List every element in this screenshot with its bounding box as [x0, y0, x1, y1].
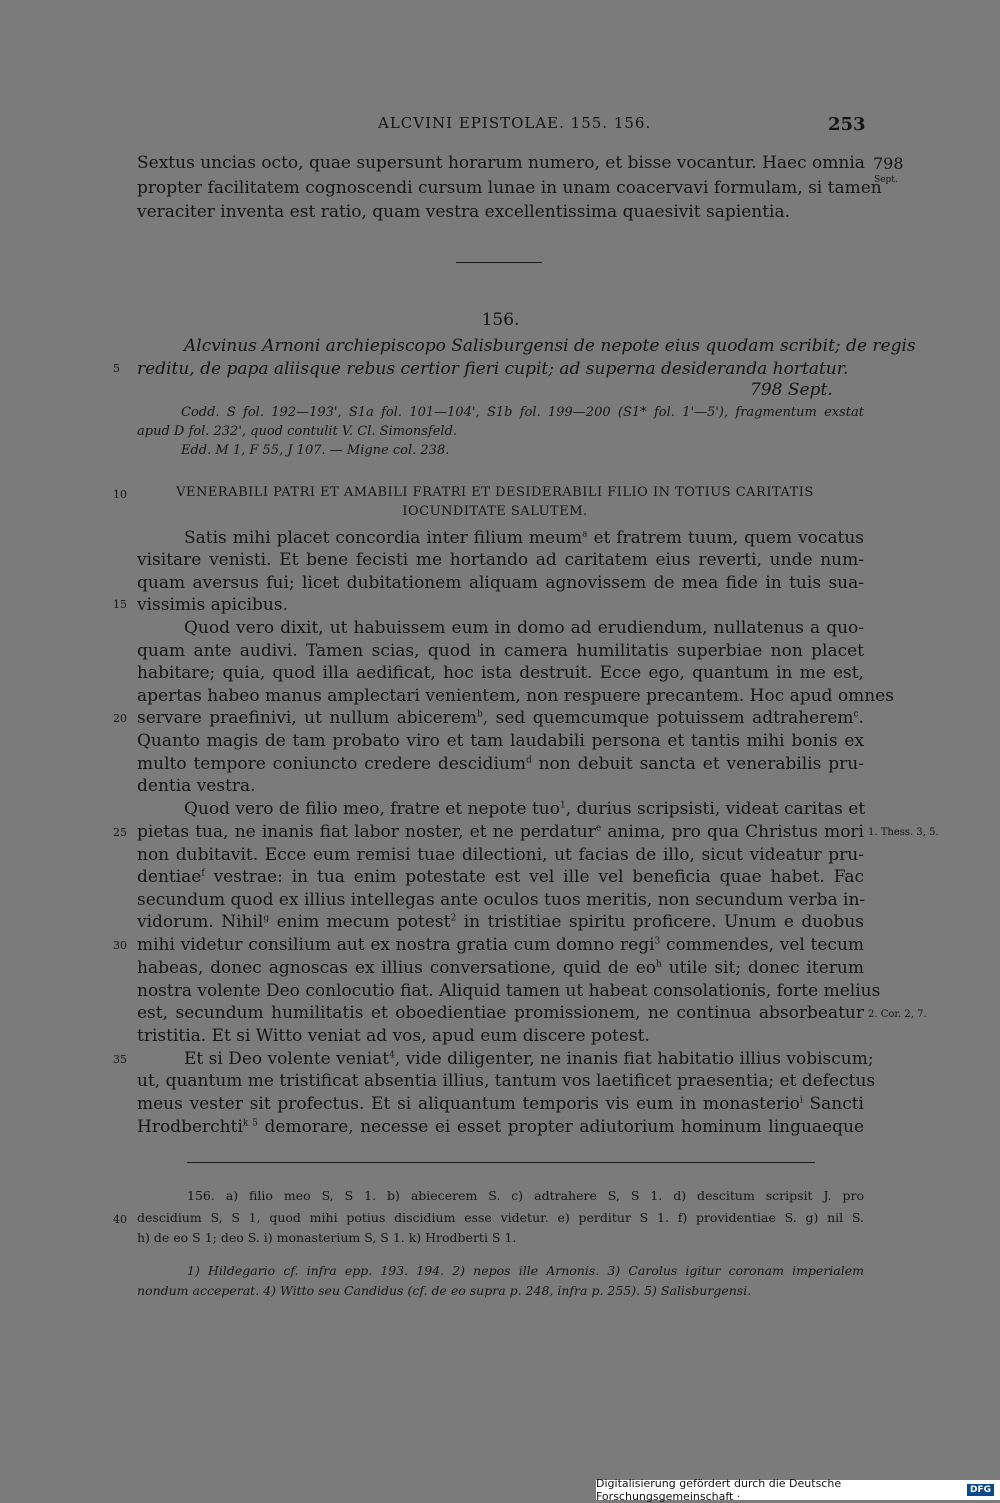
line-number: 10	[113, 488, 127, 501]
text-line: Hrodberchti$^{k 5}$ demorare, necesse ei esset propter adiutorium hominum linguaeque	[137, 1117, 865, 1137]
text-line: Quanto magis de tam probato viro et tam laudabili persona et tantis mihi bonis ex	[137, 731, 864, 751]
text-line: propter facilitatem cognoscendi cursum lunae in unam coacervavi formulam, si tamen	[137, 178, 882, 198]
line-number: 30	[113, 939, 127, 952]
footer-text: Digitalisierung gefördert durch die Deutsche Forschungsgemeinschaft ·	[596, 1477, 842, 1503]
page-number: 253	[828, 114, 866, 135]
line-number: 5	[113, 362, 120, 375]
dfg-footer-banner	[596, 1477, 1000, 1503]
text-line: habeas, donec agnoscas ex illius conversatione, quid de $eo^h$ utile sit; donec iterum	[137, 958, 864, 978]
margin-year: 798	[873, 154, 904, 173]
text-line: dentia vestra.	[137, 776, 256, 796]
margin-reference: 1. Thess. 3, 5.	[868, 827, 939, 838]
text-line: pietas tua, ne inanis fiat labor noster, et ne perdatur$^e$ anima, pro qua Christus mori	[137, 822, 864, 842]
margin-month: Sept.	[874, 175, 898, 185]
running-header: ALCVINI EPISTOLAE. 155. 156.	[378, 114, 652, 132]
text-line: dentiae$^f$ vestrae: in tua enim potestate est vel ille vel beneficia quae habet. Fac	[137, 867, 864, 887]
text-line: secundum quod ex illius intellegas ante oculos tuos meritis, non secundum verba in-	[137, 890, 866, 910]
salutation-line: VENERABILI PATRI ET AMABILI FRATRI ET DESIDERABILI FILIO IN TOTIUS CARITATIS	[176, 485, 814, 500]
line-number: 40	[113, 1213, 127, 1226]
text-line: nostra volente Deo conlocutio fiat. Aliquid tamen ut habeat consolationis, forte melius	[137, 981, 881, 1001]
note-line: nondum acceperat. 4) Witto seu Candidus (cf. de eo supra p. 248, infra p. 255). 5) Salisburgensi.	[137, 1283, 752, 1298]
note-line: 1) Hildegario cf. infra epp. 193. 194. 2) nepos ille Arnonis. 3) Carolus igitur coronam imperialem	[187, 1263, 864, 1278]
codices-line: Codd. S fol. 192—193', S1a fol. 101—104', S1b fol. 199—200 (S1* fol. 1'—5'), fragmentum exstat	[181, 405, 864, 420]
text-line: Quod vero dixit, ut habuissem eum in domo ad erudiendum, nullatenus a quo-	[184, 618, 864, 638]
text-line: habitare; quia, quod illa aedificat, hoc ista destruit. Ecce ego, quantum in me est,	[137, 663, 864, 683]
text-line: Sextus uncias octo, quae supersunt horarum numero, et bisse vocantur. Haec omnia	[137, 153, 865, 173]
apparatus-line: 156. a) filio meo S, S 1. b) abiecerem S. c) adtrahere S, S 1. d) descitum scripsit J. pro	[187, 1188, 864, 1203]
letter-date: 798 Sept.	[750, 380, 833, 400]
text-line: quam aversus fui; licet dubitationem aliquam agnovissem de mea fide in tuis sua-	[137, 573, 864, 593]
text-line: mihi videtur consilium aut ex nostra gratia cum domno regi$^3$ commendes, vel tecum	[137, 935, 865, 955]
margin-reference: 2. Cor. 2, 7.	[868, 1009, 927, 1020]
footnote-rule	[187, 1162, 815, 1163]
text-line: meus vester sit profectus. Et si aliquantum temporis vis eum in monasterio$^i$ Sancti	[137, 1094, 864, 1114]
text-line: Et si Deo volente veniat$^4$, vide diligenter, ne inanis fiat habitatio illius vobiscum;	[184, 1049, 874, 1069]
codices-line: apud D fol. 232', quod contulit V. Cl. Simonsfeld.	[137, 424, 458, 439]
summary-line: reditu, de papa aliisque rebus certior fieri cupit; ad superna desideranda hortatur.	[137, 359, 849, 379]
line-number: 15	[113, 598, 127, 611]
text-line: vidorum. Nihil$^g$ enim mecum potest$^2$ in tristitiae spiritu proficere. Unum e duobus	[137, 912, 864, 932]
letter-number: 156.	[481, 310, 520, 330]
text-line: visitare venisti. Et bene fecisti me hortando ad caritatem eius reverti, unde num-	[137, 550, 864, 570]
text-line: servare praefinivi, ut nullum abicerem$^b$, sed quemcumque potuissem adtraherem$^c$.	[137, 708, 864, 728]
text-line: apertas habeo manus amplectari venientem, non respuere precantem. Hoc apud omnes	[137, 686, 894, 706]
apparatus-line: descidium S, S 1, quod mihi potius discidium esse videtur. e) perditur S 1. f) providentiae S. g) nil S.	[137, 1210, 864, 1225]
editions-line: Edd. M 1, F 55, J 107. — Migne col. 238.	[181, 443, 450, 458]
line-number: 25	[113, 826, 127, 839]
salutation-line: IOCUNDITATE SALUTEM.	[402, 504, 588, 519]
section-divider	[456, 262, 542, 263]
text-line: tristitia. Et si Witto veniat ad vos, apud eum discere potest.	[137, 1026, 650, 1046]
line-number: 35	[113, 1053, 127, 1066]
dfg-logo-icon: DFG	[967, 1484, 994, 1496]
line-number: 20	[113, 712, 127, 725]
summary-line: Alcvinus Arnoni archiepiscopo Salisburgensi de nepote eius quodam scribit; de regis	[184, 336, 916, 356]
text-line: Quod vero de filio meo, fratre et nepote tuo$^1$, durius scripsisti, videat caritas et	[184, 799, 866, 819]
text-line: veraciter inventa est ratio, quam vestra excellentissima quaesivit sapientia.	[137, 202, 791, 222]
text-line: non dubitavit. Ecce eum remisi tuae dilectioni, ut facias de illo, sicut videatur pru-	[137, 845, 864, 865]
text-line: vissimis apicibus.	[137, 595, 288, 615]
text-line: quam ante audivi. Tamen scias, quod in camera humilitatis superbiae non placet	[137, 641, 864, 661]
apparatus-line: h) de eo S 1; deo S. i) monasterium S, S 1. k) Hrodberti S 1.	[137, 1230, 517, 1245]
text-line: multo tempore coniuncto credere descidium$^d$ non debuit sancta et venerabilis pru-	[137, 754, 865, 774]
text-line: ut, quantum me tristificat absentia illius, tantum vos laetificet praesentia; et defectus	[137, 1071, 876, 1091]
text-line: Satis mihi placet concordia inter filium meum$^a$ et fratrem tuum, quem vocatus	[184, 528, 865, 548]
text-line: est, secundum humilitatis et oboedientiae promissionem, ne continua absorbeatur	[137, 1003, 864, 1023]
